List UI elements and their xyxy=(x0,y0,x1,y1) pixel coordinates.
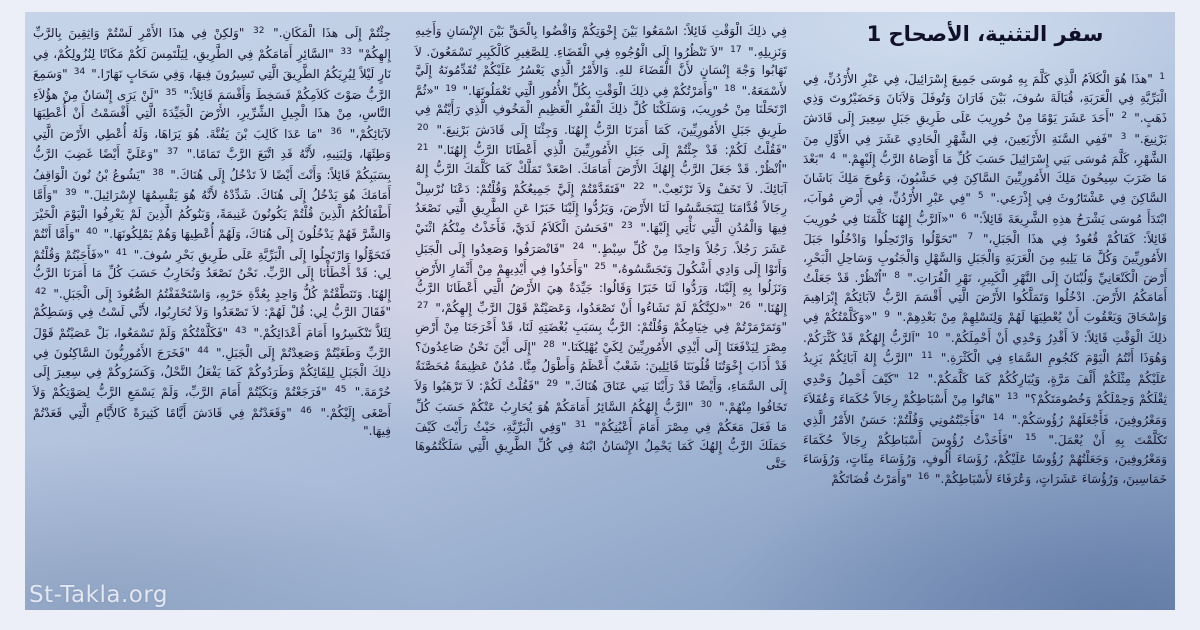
verse-number: 5 xyxy=(977,191,984,201)
watermark-sttakla: St-Takla.org xyxy=(29,582,168,608)
verse-number: 28 xyxy=(543,340,555,350)
verse-number: 19 xyxy=(445,83,457,94)
verse-number: 2 xyxy=(1121,111,1128,121)
verse-number: 10 xyxy=(927,330,939,341)
verse-number: 13 xyxy=(1006,392,1019,402)
verse-number: 29 xyxy=(546,379,558,389)
verse-number: 20 xyxy=(417,122,429,133)
text-column-middle: فِي ذلِكَ الْوَقْتِ قَائِلاً: اسْمَعُوا بَيْنَ إِخْوَتِكُمْ وَاقْضُوا بِالْحَقِّ بَيْنَ الإِنْسَانِ وَأَخِيهِ وَنَزِيلِهِ." $^{17}$ "لاَ تَنْظُرُوا إِلَى الْوُجُوهِ فِي الْقَضَاءِ. لِلصَّغِيرِ كَالْكَبِيرِ تَسْمَعُونَ. لاَ تَهَابُوا وَجْهَ إِنْسَانٍ لأَنَّ الْقَضَاءَ للهِ. وَالأَمْرُ الَّذِي يَعْسُرُ عَلَيْكُمْ تُقَدِّمُونَهُ إِلَيَّ لأَسْمَعَهُ." $^{18}$ "وَأَمَرْتُكُمْ فِي ذلِكَ الْوَقْتِ بِكُلِّ الأُمُورِ الَّتِي تَعْمَلُونَهَا." $^{19}$ "«ثُمَّ ارْتَحَلْنَا مِنْ حُورِيبَ، وَسَلَكْنَا كُلَّ ذلِكَ الْقَفْرِ الْعَظِيمِ الْمَخُوفِ الَّذِي رَأَيْتُمْ فِي طَرِيقِ جَبَلِ الأَمُورِيِّينَ، كَمَا أَمَرَنَا الرَّبُّ إِلهُنَا. وَجِئْنَا إِلَى قَادَشَ بَرْنِيعَ." $^{20}$ "فَقُلْتُ لَكُمْ: قَدْ جِئْتُمْ إِلَى جَبَلِ الأَمُورِيِّينَ الَّذِي أَعْطَانَا الرَّبُّ إِلهُنَا." $^{21}$ "اُنْظُرْ. قَدْ جَعَلَ الرَّبُّ إِلهُكَ الأَرْضَ أَمَامَكَ. اصْعَدْ تَمَلَّكْ كَمَا كَلَّمَكَ الرَّبُّ إِلهُ آبَائِكَ. لاَ تَخَفْ وَلاَ تَرْتَعِبْ." $^{22}$ "فَتَقَدَّمْتُمْ إِلَيَّ جَمِيعُكُمْ وَقُلْتُمْ: دَعْنَا نُرْسِلْ رِجَالاً قُدَّامَنَا لِيَتَجَسَّسُوا لَنَا الأَرْضَ، وَيَرُدُّوا إِلَيْنَا خَبَرًا عَنِ الطَّرِيقِ الَّتِي نَصْعَدُ فِيهَا وَالْمُدُنِ الَّتِي نَأْتِي إِلَيْهَا." $^{23}$ "فَحَسُنَ الْكَلاَمُ لَدَيَّ، فَأَخَذْتُ مِنْكُمُ اثْنَيْ عَشَرَ رَجُلاً. رَجُلاً وَاحِدًا مِنْ كُلِّ سِبْطٍ." $^{24}$ "فَانْصَرَفُوا وَصَعِدُوا إِلَى الْجَبَلِ وَأَتَوْا إِلَى وَادِي أَشْكُولَ وَتَجَسَّسُوهُ،" $^{25}$ "وَأَخَذُوا فِي أَيْدِيهِمْ مِنْ أَثْمَارِ الأَرْضِ وَنَزَلُوا بِهِ إِلَيْنَا، وَرَدُّوا لَنَا خَبَرًا وَقَالُوا: جَيِّدَةٌ هِيَ الأَرْضُ الَّتِي أَعْطَانَا الرَّبُّ إِلهُنَا." $^{26}$ "«لكِنَّكُمْ لَمْ تَشَاءُوا أَنْ تَصْعَدُوا، وَعَصَيْتُمْ قَوْلَ الرَّبِّ إِلهِكُمْ،" $^{27}$ "وَتَمَرْمَرْتُمْ فِي خِيَامِكُمْ وَقُلْتُمْ: الرَّبُّ بِسَبَبِ بُغْضَتِهِ لَنَا، قَدْ أَخْرَجَنَا مِنْ أَرْضِ مِصْرَ لِيَدْفَعَنَا إِلَى أَيْدِي الأَمُورِيِّينَ لِكَيْ يُهْلِكَنَا." $^{28}$ "إِلَى أَيْنَ نَحْنُ صَاعِدُونَ؟ قَدْ أَذَابَ إِخْوَتُنَا قُلُوبَنَا قَائِلِينَ: شَعْبٌ أَعْظَمُ وَأَطْوَلُ مِنَّا. مُدُنٌ عَظِيمَةٌ مُحَصَّنَةٌ إِلَى السَّمَاءِ، وَأَيْضًا قَدْ رَأَيْنَا بَنِي عَنَاقَ هُنَاكَ." $^{29}$ "فَقُلْتُ لَكُمْ: لاَ تَرْهَبُوا وَلاَ تَخَافُوا مِنْهُمْ." $^{30}$ "الرَّبُّ إِلهُكُمُ السَّائِرُ أَمَامَكُمْ هُوَ يُحَارِبُ عَنْكُمْ حَسَبَ كُلِّ مَا فَعَلَ مَعَكُمْ فِي مِصْرَ أَمَامَ أَعْيُنِكُمْ" $^{31}$ "وَفِي الْبَرِّيَّةِ، حَيْثُ رَأَيْتَ كَيْفَ حَمَلَكَ الرَّبُّ إِلهُكَ كَمَا يَحْمِلُ الإِنْسَانُ ابْنَهُ فِي كُلِّ الطَّرِيقِ الَّتِي سَلَكْتُمُوهَا حَتَّى xyxy=(415,24,787,471)
verse-number: 44 xyxy=(197,346,209,356)
verse-number: 34 xyxy=(73,67,86,77)
verse-number: 16 xyxy=(917,472,930,482)
verse-number: 31 xyxy=(574,420,587,430)
verse-number: 39 xyxy=(65,188,77,198)
verse-number: 11 xyxy=(921,351,933,361)
verse-number: 22 xyxy=(633,182,645,192)
verse-number: 3 xyxy=(1120,131,1127,142)
scripture-panel xyxy=(25,12,1175,610)
verse-number: 36 xyxy=(330,126,342,137)
verse-number: 32 xyxy=(253,26,265,36)
verse-number: 35 xyxy=(165,87,177,98)
verse-number: 45 xyxy=(335,385,347,395)
verse-number: 46 xyxy=(300,405,312,416)
text-column-left: جِئْتُمْ إِلَى هذَا الْمَكَانِ." $^{32}$ "وَلكِنْ فِي هذَا الأَمْرِ لَسْتُمْ وَاثِقِينَ بِالرَّبِّ إِلهِكُمْ" $^{33}$ "السَّائِرِ أَمَامَكُمْ فِي الطَّرِيقِ، لِيَلْتَمِسَ لَكُمْ مَكَانًا لِنُزُولِكُمْ، فِي نَارٍ لَيْلاً لِيُرِيَكُمُ الطَّرِيقَ الَّتِي تَسِيرُونَ فِيهَا، وَفِي سَحَابٍ نَهَارًا." $^{34}$ "وَسَمِعَ الرَّبُّ صَوْتَ كَلاَمِكُمْ فَسَخِطَ وَأَقْسَمَ قَائِلاً:" $^{35}$ "لَنْ يَرَى إِنْسَانٌ مِنْ هؤُلاَءِ النَّاسِ، مِنْ هذَا الْجِيلِ الشِّرِّيرِ، الأَرْضَ الْجَيِّدَةَ الَّتِي أَقْسَمْتُ أَنْ أُعْطِيَهَا لآبَائِكُمْ،" $^{36}$ "مَا عَدَا كَالِبَ بْنَ يَفُنَّةَ. هُوَ يَرَاهَا، وَلَهُ أُعْطِي الأَرْضَ الَّتِي وَطِئَهَا، وَلِبَنِيهِ، لأَنَّهُ قَدِ اتَّبَعَ الرَّبَّ تَمَامًا." $^{37}$ "وَعَلَيَّ أَيْضًا غَضِبَ الرَّبُّ بِسَبَبِكُمْ قَائِلاً: وَأَنْتَ أَيْضًا لاَ تَدْخُلُ إِلَى هُنَاكَ." $^{38}$ "يَشُوعُ بْنُ نُونَ الْوَاقِفُ أَمَامَكَ هُوَ يَدْخُلُ إِلَى هُنَاكَ. شَدِّدْهُ لأَنَّهُ هُوَ يَقْسِمُهَا لإِسْرَائِيلَ." $^{39}$ "وَأَمَّا أَطْفَالُكُمُ الَّذِينَ قُلْتُمْ يَكُونُونَ غَنِيمَةً، وَبَنُوكُمُ الَّذِينَ لَمْ يَعْرِفُوا الْيَوْمَ الْخَيْرَ وَالشَّرَّ فَهُمْ يَدْخُلُونَ إِلَى هُنَاكَ، وَلَهُمْ أُعْطِيهَا وَهُمْ يَمْلِكُونَهَا." $^{40}$ "وَأَمَّا أَنْتُمْ فَتَحَوَّلُوا وَارْتَحِلُوا إِلَى الْبَرِّيَّةِ عَلَى طَرِيقِ بَحْرِ سُوفَ." $^{41}$ "«فَأَجَبْتُمْ وَقُلْتُمْ لِي: قَدْ أَخْطَأْنَا إِلَى الرَّبِّ. نَحْنُ نَصْعَدُ وَنُحَارِبُ حَسَبَ كُلِّ مَا أَمَرَنَا الرَّبُّ إِلهُنَا. وَتَنَطَّقْتُمْ كُلُّ وَاحِدٍ بِعُدَّةِ حَرْبِهِ، وَاسْتَخْفَفْتُمُ الصُّعُودَ إِلَى الْجَبَلِ." $^{42}$ "فَقَالَ الرَّبُّ لِي: قُلْ لَهُمْ: لاَ تَصْعَدُوا وَلاَ تُحَارِبُوا، لأَنِّي لَسْتُ فِي وَسَطِكُمْ لِئَلاَّ تَنْكَسِرُوا أَمَامَ أَعْدَائِكُمْ." $^{43}$ "فَكَلَّمْتُكُمْ وَلَمْ تَسْمَعُوا، بَلْ عَصَيْتُمْ قَوْلَ الرَّبِّ وَطَغَيْتُمْ وَصَعِدْتُمْ إِلَى الْجَبَلِ." $^{44}$ "فَخَرَجَ الأَمُورِيُّونَ السَّاكِنُونَ فِي ذلِكَ الْجَبَلِ لِلِقَائِكُمْ وَطَرَدُوكُمْ كَمَا يَفْعَلُ النَّحْلُ، وَكَسَرُوكُمْ فِي سِعِيرَ إِلَى حُرْمَةَ." $^{45}$ "فَرَجَعْتُمْ وَبَكَيْتُمْ أَمَامَ الرَّبِّ، وَلَمْ يَسْمَعِ الرَّبُّ لِصَوْتِكُمْ وَلاَ أَصْغَى إِلَيْكُمْ." $^{46}$ "وَقَعَدْتُمْ فِي قَادَشَ أَيَّامًا كَثِيرَةً كَالأَيَّامِ الَّتِي قَعَدْتُمْ فِيهَا." xyxy=(33,26,392,438)
verse-number: 12 xyxy=(907,371,920,382)
page-title: سفر التثنية، الأصحاح 1 xyxy=(866,22,1104,46)
verse-number: 17 xyxy=(730,44,742,55)
verse-number: 24 xyxy=(572,241,585,252)
verse-number: 18 xyxy=(724,83,736,94)
verse-number: 9 xyxy=(884,310,890,320)
verse-number: 30 xyxy=(700,399,712,410)
verse-number: 33 xyxy=(340,46,352,57)
verse-number: 15 xyxy=(1025,433,1037,443)
verse-number: 40 xyxy=(86,227,98,237)
verse-number: 21 xyxy=(417,143,429,153)
verse-number: 6 xyxy=(960,211,967,222)
verse-number: 7 xyxy=(967,232,974,242)
verse-number: 26 xyxy=(739,301,751,311)
verse-number: 25 xyxy=(594,262,606,272)
text-column-right: $^1$ "هذَا هُوَ الْكَلاَمُ الَّذِي كَلَّمَ بِهِ مُوسَى جَمِيعَ إِسْرَائِيلَ، فِي عَبْرِ الأُرْدُنِّ، فِي الْبَرِّيَّةِ فِي الْعَرَبَةِ، قُبَالَةَ سُوفَ، بَيْنَ فَارَانَ وَتُوفَلَ وَلاَبَانَ وَحَضَيْرُوتَ وَذِي ذَهَبٍ." $^2$ "أَحَدَ عَشَرَ يَوْمًا مِنْ حُورِيبَ عَلَى طَرِيقِ جَبَلِ سِعِيرَ إِلَى قَادَشَ بَرْنِيعَ." $^3$ "فَفِي السَّنَةِ الأَرْبَعِينَ، فِي الشَّهْرِ الْحَادِي عَشَرَ فِي الأَوَّلِ مِنَ الشَّهْرِ، كَلَّمَ مُوسَى بَنِي إِسْرَائِيلَ حَسَبَ كُلِّ مَا أَوْصَاهُ الرَّبُّ إِلَيْهِمْ." $^4$ "بَعْدَ مَا ضَرَبَ سِيحُونَ مَلِكَ الأَمُورِيِّينَ السَّاكِنَ فِي حَشْبُونَ، وَعُوجَ مَلِكَ بَاشَانَ السَّاكِنَ فِي عَشْتَارُوثَ فِي إِذْرَعِي." $^5$ "فِي عَبْرِ الأُرْدُنِّ، فِي أَرْضِ مُوآبَ، ابْتَدَأَ مُوسَى يَشْرَحُ هذِهِ الشَّرِيعَةَ قَائِلاً:" $^6$ "«اَلرَّبُّ إِلهُنَا كَلَّمَنَا فِي حُورِيبَ قَائِلاً: كَفَاكُمْ قُعُودٌ فِي هذَا الْجَبَلِ،" $^7$ "تَحَوَّلُوا وَارْتَحِلُوا وَادْخُلُوا جَبَلَ الأَمُورِيِّينَ وَكُلَّ مَا يَلِيهِ مِنَ الْعَرَبَةِ وَالْجَبَلِ وَالسَّهْلِ وَالْجَنُوبِ وَسَاحِلِ الْبَحْرِ، أَرْضَ الْكَنْعَانِيِّ وَلُبْنَانَ إِلَى النَّهْرِ الْكَبِيرِ، نَهْرِ الْفُرَاتِ." $^8$ "اُنْظُرْ. قَدْ جَعَلْتُ أَمَامَكُمُ الأَرْضَ. ادْخُلُوا وَتَمَلَّكُوا الأَرْضَ الَّتِي أَقْسَمَ الرَّبُّ لآبَائِكُمْ إِبْرَاهِيمَ وَإِسْحَاقَ وَيَعْقُوبَ أَنْ يُعْطِيَهَا لَهُمْ وَلِنَسْلِهِمْ مِنْ بَعْدِهِمْ." $^9$ "«وَكَلَّمْتُكُمْ فِي ذلِكَ الْوَقْتِ قَائِلاً: لاَ أَقْدِرُ وَحْدِي أَنْ أَحْمِلَكُمْ." $^{10}$ "اَلرَّبُّ إِلهُكُمْ قَدْ كَثَّرَكُمْ. وَهُوَذَا أَنْتُمُ الْيَوْمَ كَنُجُومِ السَّمَاءِ فِي الْكَثْرَةِ." $^{11}$ "الرَّبُّ إِلهُ آبَائِكُمْ يَزِيدُ عَلَيْكُمْ مِثْلَكُمْ أَلْفَ مَرَّةٍ، وَيُبَارِكُكُمْ كَمَا كَلَّمَكُمْ." $^{12}$ "كَيْفَ أَحْمِلُ وَحْدِي ثِقْلَكُمْ وَحِمْلَكُمْ وَخُصُومَتَكُمْ؟" $^{13}$ "هَاتُوا مِنْ أَسْبَاطِكُمْ رِجَالاً حُكَمَاءَ وَعُقَلاَءَ وَمَعْرُوفِينَ، فَأَجْعَلَهُمْ رُؤُوسَكُمْ." $^{14}$ "فَأَجَبْتُمُونِي وَقُلْتُمْ: حَسَنٌ الأَمْرُ الَّذِي تَكَلَّمْتَ بِهِ أَنْ يُعْمَلَ." $^{15}$ "فَأَخَذْتُ رُؤُوسَ أَسْبَاطِكُمْ رِجَالاً حُكَمَاءَ وَمَعْرُوفِينَ، وَجَعَلْتُهُمْ رُؤُوسًا عَلَيْكُمْ، رُؤَسَاءَ أُلُوفٍ، وَرُؤَسَاءَ مِئَاتٍ، وَرُؤَسَاءَ خَمَاسِينَ، وَرُؤُسَاءَ عَشَرَاتٍ، وَعُرَفَاءَ لأَسْبَاطِكُمْ." $^{16}$ "وَأَمَرْتُ قُضَاتَكُمْ xyxy=(803,72,1168,486)
verse-number: 4 xyxy=(830,152,836,162)
verse-number: 41 xyxy=(115,247,128,258)
verse-number: 27 xyxy=(417,301,429,311)
verse-number: 8 xyxy=(894,271,900,281)
verse-number: 23 xyxy=(621,221,633,231)
verse-number: 37 xyxy=(166,147,179,157)
verse-number: 1 xyxy=(1159,72,1165,82)
verse-number: 38 xyxy=(152,167,164,178)
verse-number: 43 xyxy=(235,325,247,336)
verse-number: 14 xyxy=(992,412,1005,423)
verse-number: 42 xyxy=(35,286,47,297)
